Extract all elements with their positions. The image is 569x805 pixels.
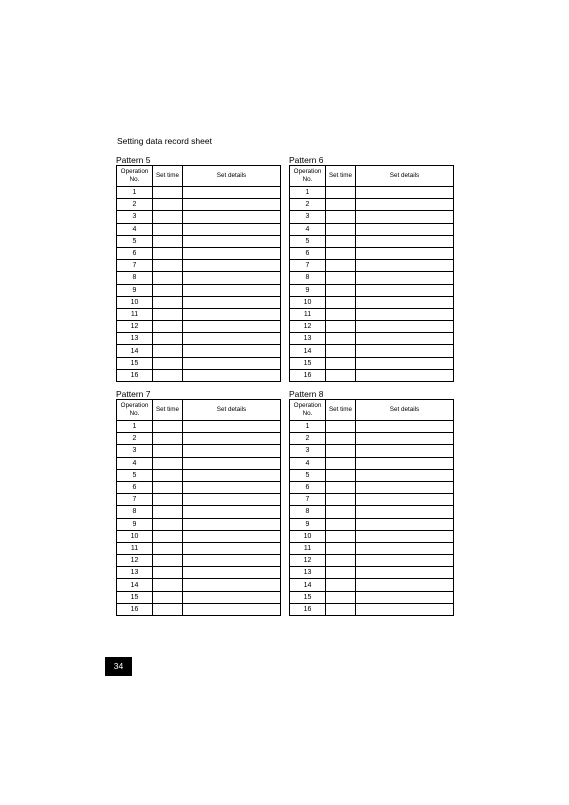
set-time-header: Set time	[153, 400, 183, 421]
set-time-cell[interactable]	[153, 223, 183, 235]
table-row	[290, 235, 454, 247]
set-details-cell[interactable]	[183, 530, 281, 542]
set-details-cell[interactable]	[183, 199, 281, 211]
table-header-row	[117, 400, 281, 421]
set-details-cell[interactable]	[356, 211, 454, 223]
set-time-cell[interactable]	[326, 567, 356, 579]
set-time-cell[interactable]	[326, 272, 356, 284]
operation-number: 1	[117, 421, 153, 433]
table-row	[117, 433, 281, 445]
operation-number: 8	[290, 506, 326, 518]
set-time-cell[interactable]	[326, 433, 356, 445]
set-details-cell[interactable]	[183, 469, 281, 481]
operation-number: 6	[290, 481, 326, 493]
set-time-cell[interactable]	[326, 333, 356, 345]
set-details-cell[interactable]	[356, 481, 454, 493]
table-row	[117, 518, 281, 530]
set-details-cell[interactable]	[183, 445, 281, 457]
set-details-cell[interactable]	[183, 567, 281, 579]
operation-header-line2: No.	[129, 176, 140, 183]
operation-number: 16	[117, 603, 153, 615]
set-details-cell[interactable]	[356, 591, 454, 603]
operation-number: 16	[290, 603, 326, 615]
operation-number: 3	[290, 445, 326, 457]
table-row	[290, 591, 454, 603]
table-row	[117, 199, 281, 211]
set-details-cell[interactable]	[356, 433, 454, 445]
set-details-cell[interactable]	[183, 603, 281, 615]
table-row	[117, 296, 281, 308]
set-details-cell[interactable]	[183, 308, 281, 320]
operation-number: 15	[290, 591, 326, 603]
operation-number: 15	[117, 591, 153, 603]
set-time-header: Set time	[326, 400, 356, 421]
set-time-cell[interactable]	[326, 591, 356, 603]
table-header-row	[290, 166, 454, 187]
set-details-cell[interactable]	[356, 421, 454, 433]
set-time-cell[interactable]	[326, 308, 356, 320]
set-details-cell[interactable]	[183, 494, 281, 506]
set-details-header: Set details	[356, 166, 454, 187]
set-details-cell[interactable]	[183, 457, 281, 469]
pattern-label: Pattern 5	[116, 155, 151, 165]
operation-header-line2: No.	[129, 410, 140, 417]
operation-number: 4	[117, 223, 153, 235]
table-row	[117, 223, 281, 235]
set-details-cell[interactable]	[183, 506, 281, 518]
set-time-cell[interactable]	[326, 369, 356, 381]
operation-number: 8	[117, 272, 153, 284]
operation-number: 1	[290, 187, 326, 199]
set-details-cell[interactable]	[356, 555, 454, 567]
table-row	[117, 333, 281, 345]
operation-number: 3	[290, 211, 326, 223]
operation-number: 8	[117, 506, 153, 518]
set-details-cell[interactable]	[356, 199, 454, 211]
table-header-row	[290, 400, 454, 421]
operation-number: 13	[117, 333, 153, 345]
table-row	[117, 567, 281, 579]
table-row	[290, 555, 454, 567]
set-details-cell[interactable]	[356, 542, 454, 554]
operation-number: 12	[290, 321, 326, 333]
set-details-cell[interactable]	[183, 260, 281, 272]
set-details-cell[interactable]	[183, 591, 281, 603]
set-time-cell[interactable]	[326, 506, 356, 518]
table-row	[117, 603, 281, 615]
record-table	[116, 399, 281, 616]
set-time-cell[interactable]	[326, 445, 356, 457]
operation-number: 14	[290, 579, 326, 591]
set-time-cell[interactable]	[326, 457, 356, 469]
table-row	[290, 494, 454, 506]
operation-header-line1: Operation	[120, 402, 149, 409]
pattern-5-block	[116, 155, 280, 382]
table-row	[290, 567, 454, 579]
set-details-cell[interactable]	[356, 469, 454, 481]
set-details-cell[interactable]	[183, 211, 281, 223]
pattern-label: Pattern 6	[289, 155, 324, 165]
operation-number: 2	[117, 199, 153, 211]
set-details-header: Set details	[183, 166, 281, 187]
set-time-cell[interactable]	[326, 518, 356, 530]
table-row	[117, 506, 281, 518]
operation-number: 14	[290, 345, 326, 357]
operation-header-line2: No.	[302, 410, 313, 417]
operation-number: 4	[117, 457, 153, 469]
set-details-cell[interactable]	[356, 567, 454, 579]
set-details-cell[interactable]	[356, 457, 454, 469]
operation-number: 1	[117, 187, 153, 199]
set-details-cell[interactable]	[183, 421, 281, 433]
set-details-cell[interactable]	[356, 345, 454, 357]
set-time-cell[interactable]	[153, 481, 183, 493]
operation-number: 13	[290, 567, 326, 579]
operation-number: 3	[117, 211, 153, 223]
operation-number: 15	[290, 357, 326, 369]
set-time-cell[interactable]	[153, 555, 183, 567]
record-table	[116, 165, 281, 382]
operation-number: 2	[117, 433, 153, 445]
table-row	[290, 445, 454, 457]
table-row	[290, 369, 454, 381]
table-row	[117, 555, 281, 567]
set-details-cell[interactable]	[183, 296, 281, 308]
operation-number: 12	[290, 555, 326, 567]
pattern-7-block	[116, 389, 280, 616]
set-time-header: Set time	[153, 166, 183, 187]
table-row	[117, 530, 281, 542]
operation-number: 10	[117, 296, 153, 308]
pattern-label: Pattern 7	[116, 389, 151, 399]
table-row	[290, 530, 454, 542]
operation-header-line2: No.	[302, 176, 313, 183]
table-row	[117, 321, 281, 333]
set-details-cell[interactable]	[183, 481, 281, 493]
set-details-cell[interactable]	[183, 321, 281, 333]
table-row	[290, 272, 454, 284]
set-time-cell[interactable]	[326, 260, 356, 272]
set-time-cell[interactable]	[153, 494, 183, 506]
operation-number: 9	[117, 518, 153, 530]
operation-number: 2	[290, 433, 326, 445]
pattern-8-block	[289, 389, 453, 616]
table-row	[117, 579, 281, 591]
table-row	[117, 542, 281, 554]
operation-number: 9	[290, 284, 326, 296]
operation-header-line1: Operation	[293, 168, 322, 175]
operation-number: 9	[290, 518, 326, 530]
set-details-cell[interactable]	[183, 223, 281, 235]
set-time-cell[interactable]	[326, 211, 356, 223]
operation-number: 12	[117, 555, 153, 567]
table-row	[117, 369, 281, 381]
table-row	[290, 542, 454, 554]
set-details-cell[interactable]	[356, 247, 454, 259]
set-details-cell[interactable]	[183, 247, 281, 259]
table-row	[117, 357, 281, 369]
set-time-cell[interactable]	[153, 542, 183, 554]
set-details-cell[interactable]	[183, 433, 281, 445]
set-time-cell[interactable]	[326, 357, 356, 369]
set-details-cell[interactable]	[183, 555, 281, 567]
operation-number: 14	[117, 579, 153, 591]
set-details-cell[interactable]	[183, 187, 281, 199]
set-details-cell[interactable]	[356, 530, 454, 542]
set-details-cell[interactable]	[356, 260, 454, 272]
operation-number: 16	[290, 369, 326, 381]
set-time-cell[interactable]	[326, 481, 356, 493]
table-row	[290, 199, 454, 211]
set-time-cell[interactable]	[326, 187, 356, 199]
operation-number: 6	[290, 247, 326, 259]
set-time-cell[interactable]	[153, 296, 183, 308]
table-row	[290, 321, 454, 333]
set-time-cell[interactable]	[153, 530, 183, 542]
table-row	[290, 433, 454, 445]
set-details-cell[interactable]	[183, 518, 281, 530]
table-row	[290, 603, 454, 615]
set-details-header: Set details	[356, 400, 454, 421]
operation-number: 4	[290, 457, 326, 469]
set-time-cell[interactable]	[326, 494, 356, 506]
set-time-cell[interactable]	[153, 284, 183, 296]
operation-number: 14	[117, 345, 153, 357]
table-row	[117, 247, 281, 259]
operation-number: 15	[117, 357, 153, 369]
set-time-cell[interactable]	[153, 321, 183, 333]
table-row	[290, 211, 454, 223]
table-row	[117, 421, 281, 433]
operation-header-line1: Operation	[293, 402, 322, 409]
set-time-cell[interactable]	[153, 308, 183, 320]
operation-number: 3	[117, 445, 153, 457]
set-details-cell[interactable]	[356, 369, 454, 381]
operation-number: 16	[117, 369, 153, 381]
set-details-cell[interactable]	[356, 223, 454, 235]
set-time-cell[interactable]	[326, 579, 356, 591]
set-details-cell[interactable]	[356, 506, 454, 518]
table-row	[290, 296, 454, 308]
table-row	[290, 223, 454, 235]
operation-number: 11	[117, 308, 153, 320]
set-time-cell[interactable]	[326, 247, 356, 259]
table-row	[290, 518, 454, 530]
operation-number: 10	[117, 530, 153, 542]
table-row	[290, 284, 454, 296]
set-details-cell[interactable]	[356, 357, 454, 369]
operation-no-header	[117, 166, 153, 187]
set-time-cell[interactable]	[326, 603, 356, 615]
operation-header-line1: Operation	[120, 168, 149, 175]
set-time-cell[interactable]	[153, 260, 183, 272]
table-row	[290, 187, 454, 199]
operation-number: 6	[117, 247, 153, 259]
table-row	[117, 284, 281, 296]
table-row	[290, 333, 454, 345]
set-details-cell[interactable]	[183, 333, 281, 345]
set-details-cell[interactable]	[356, 308, 454, 320]
set-details-cell[interactable]	[183, 345, 281, 357]
set-time-cell[interactable]	[326, 296, 356, 308]
set-time-cell[interactable]	[153, 445, 183, 457]
table-row	[117, 235, 281, 247]
table-row	[117, 187, 281, 199]
table-row	[290, 421, 454, 433]
operation-number: 5	[117, 235, 153, 247]
table-row	[290, 357, 454, 369]
set-details-cell[interactable]	[356, 333, 454, 345]
set-time-cell[interactable]	[326, 223, 356, 235]
set-details-cell[interactable]	[183, 369, 281, 381]
table-row	[117, 308, 281, 320]
set-details-cell[interactable]	[183, 235, 281, 247]
record-table	[289, 399, 454, 616]
set-time-header: Set time	[326, 166, 356, 187]
table-header-row	[117, 166, 281, 187]
operation-number: 1	[290, 421, 326, 433]
table-row	[117, 272, 281, 284]
operation-number: 7	[290, 494, 326, 506]
operation-number: 11	[290, 308, 326, 320]
operation-number: 10	[290, 530, 326, 542]
operation-number: 2	[290, 199, 326, 211]
set-time-cell[interactable]	[153, 506, 183, 518]
set-time-cell[interactable]	[153, 518, 183, 530]
operation-number: 11	[117, 542, 153, 554]
set-details-cell[interactable]	[356, 187, 454, 199]
table-row	[117, 469, 281, 481]
page-number: 34	[105, 657, 132, 676]
set-time-cell[interactable]	[326, 469, 356, 481]
set-time-cell[interactable]	[153, 433, 183, 445]
set-details-cell[interactable]	[356, 494, 454, 506]
set-time-cell[interactable]	[326, 345, 356, 357]
table-row	[117, 591, 281, 603]
operation-number: 13	[290, 333, 326, 345]
operation-number: 4	[290, 223, 326, 235]
set-time-cell[interactable]	[153, 187, 183, 199]
table-row	[117, 457, 281, 469]
set-details-cell[interactable]	[356, 603, 454, 615]
set-time-cell[interactable]	[326, 284, 356, 296]
operation-number: 7	[117, 494, 153, 506]
set-time-cell[interactable]	[326, 421, 356, 433]
operation-number: 10	[290, 296, 326, 308]
set-time-cell[interactable]	[326, 542, 356, 554]
set-details-cell[interactable]	[356, 284, 454, 296]
set-details-cell[interactable]	[356, 235, 454, 247]
table-row	[290, 345, 454, 357]
operation-no-header	[117, 400, 153, 421]
table-row	[290, 506, 454, 518]
table-row	[290, 457, 454, 469]
set-details-cell[interactable]	[356, 518, 454, 530]
set-time-cell[interactable]	[326, 199, 356, 211]
operation-no-header	[290, 400, 326, 421]
set-details-cell[interactable]	[183, 542, 281, 554]
operation-number: 7	[290, 260, 326, 272]
operation-no-header	[290, 166, 326, 187]
pattern-6-block	[289, 155, 453, 382]
set-details-cell[interactable]	[356, 445, 454, 457]
set-time-cell[interactable]	[326, 321, 356, 333]
set-time-cell[interactable]	[153, 421, 183, 433]
page-title: Setting data record sheet	[117, 136, 212, 146]
operation-number: 11	[290, 542, 326, 554]
operation-number: 12	[117, 321, 153, 333]
set-time-cell[interactable]	[326, 235, 356, 247]
operation-number: 8	[290, 272, 326, 284]
set-time-cell[interactable]	[153, 235, 183, 247]
set-time-cell[interactable]	[153, 357, 183, 369]
set-time-cell[interactable]	[153, 272, 183, 284]
set-time-cell[interactable]	[153, 369, 183, 381]
table-row	[117, 494, 281, 506]
set-time-cell[interactable]	[153, 211, 183, 223]
table-row	[290, 308, 454, 320]
table-row	[290, 247, 454, 259]
pattern-label: Pattern 8	[289, 389, 324, 399]
set-time-cell[interactable]	[153, 457, 183, 469]
table-row	[117, 445, 281, 457]
table-row	[117, 481, 281, 493]
operation-number: 5	[290, 235, 326, 247]
set-details-cell[interactable]	[183, 579, 281, 591]
set-details-cell[interactable]	[356, 272, 454, 284]
operation-number: 13	[117, 567, 153, 579]
set-time-cell[interactable]	[153, 567, 183, 579]
set-time-cell[interactable]	[153, 469, 183, 481]
set-details-cell[interactable]	[356, 321, 454, 333]
set-details-header: Set details	[183, 400, 281, 421]
table-row	[117, 211, 281, 223]
set-time-cell[interactable]	[153, 199, 183, 211]
table-row	[117, 260, 281, 272]
set-details-cell[interactable]	[356, 579, 454, 591]
set-time-cell[interactable]	[153, 333, 183, 345]
set-time-cell[interactable]	[153, 603, 183, 615]
operation-number: 9	[117, 284, 153, 296]
set-details-cell[interactable]	[356, 296, 454, 308]
set-time-cell[interactable]	[153, 247, 183, 259]
table-row	[290, 260, 454, 272]
set-time-cell[interactable]	[153, 591, 183, 603]
operation-number: 7	[117, 260, 153, 272]
set-time-cell[interactable]	[326, 530, 356, 542]
table-row	[290, 481, 454, 493]
table-row	[117, 345, 281, 357]
record-table	[289, 165, 454, 382]
set-details-cell[interactable]	[183, 284, 281, 296]
operation-number: 5	[290, 469, 326, 481]
set-time-cell[interactable]	[153, 579, 183, 591]
table-row	[290, 579, 454, 591]
set-time-cell[interactable]	[326, 555, 356, 567]
set-details-cell[interactable]	[183, 272, 281, 284]
operation-number: 5	[117, 469, 153, 481]
set-time-cell[interactable]	[153, 345, 183, 357]
table-row	[290, 469, 454, 481]
set-details-cell[interactable]	[183, 357, 281, 369]
operation-number: 6	[117, 481, 153, 493]
